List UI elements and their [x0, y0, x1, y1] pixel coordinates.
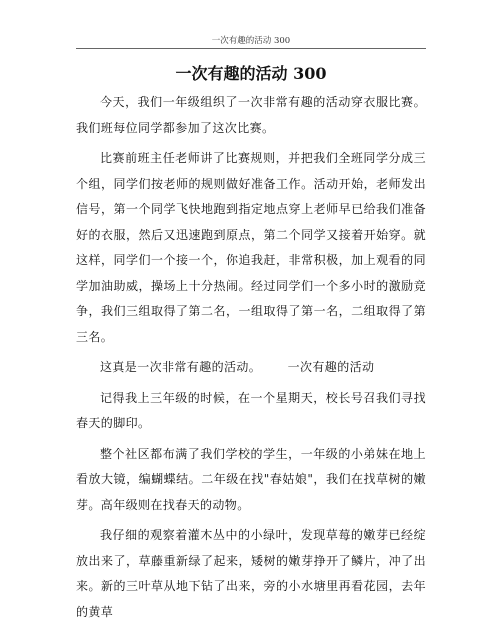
paragraph-3-text: 这真是一次非常有趣的活动。 [100, 360, 262, 374]
inline-subtitle: 一次有趣的活动 [287, 360, 375, 374]
header-divider [76, 48, 426, 49]
paragraph-3 [76, 355, 426, 381]
paragraph-5: 整个社区都布满了我们学校的学生，一年级的小弟妹在地上看放大镜，编蝴蝶结。二年级在找"春姑娘"，我们在找草树的嫩芽。高年级则在找春天的动物。 [76, 446, 426, 512]
paragraph-6: 我仔细的观察着灌木丛中的小绿叶，发现草莓的嫩芽已经绽放出来了，草藤重新绿了起来，矮树的嫩芽挣开了鳞片，冲了出来。新的三叶草从地下钻了出来，旁的小水塘里再看花园，去年的黄草 [76, 528, 426, 619]
paragraph-1: 今天，我们一年级组织了一次非常有趣的活动穿衣服比赛。我们班每位同学都参加了这次比赛。 [76, 95, 426, 135]
document-title: 一次有趣的活动 300 [175, 64, 327, 83]
document-body [76, 90, 426, 630]
paragraph-4: 记得我上三年级的时候，在一个星期天，校长号召我们寻找春天的脚印。 [76, 390, 426, 430]
paragraph-2: 比赛前班主任老师讲了比赛规则，并把我们全班同学分成三个组，同学们按老师的规则做好准备工作。活动开始，老师发出信号，第一个同学飞快地跑到指定地点穿上老师早已给我们准备好的衣服，然后又迅速跑到原点，第二个同学又接着开始穿。就这样，同学们一个接一个，你追我赶，非常积极，加上观看的同学加油助威，操场上十分热闹。经过同学们一个多小时的激励竞争，我们三组取得了第二名，一组取得了第一名，二组取得了第三名。 [76, 151, 426, 344]
running-header: 一次有趣的活动 300 [211, 36, 291, 46]
